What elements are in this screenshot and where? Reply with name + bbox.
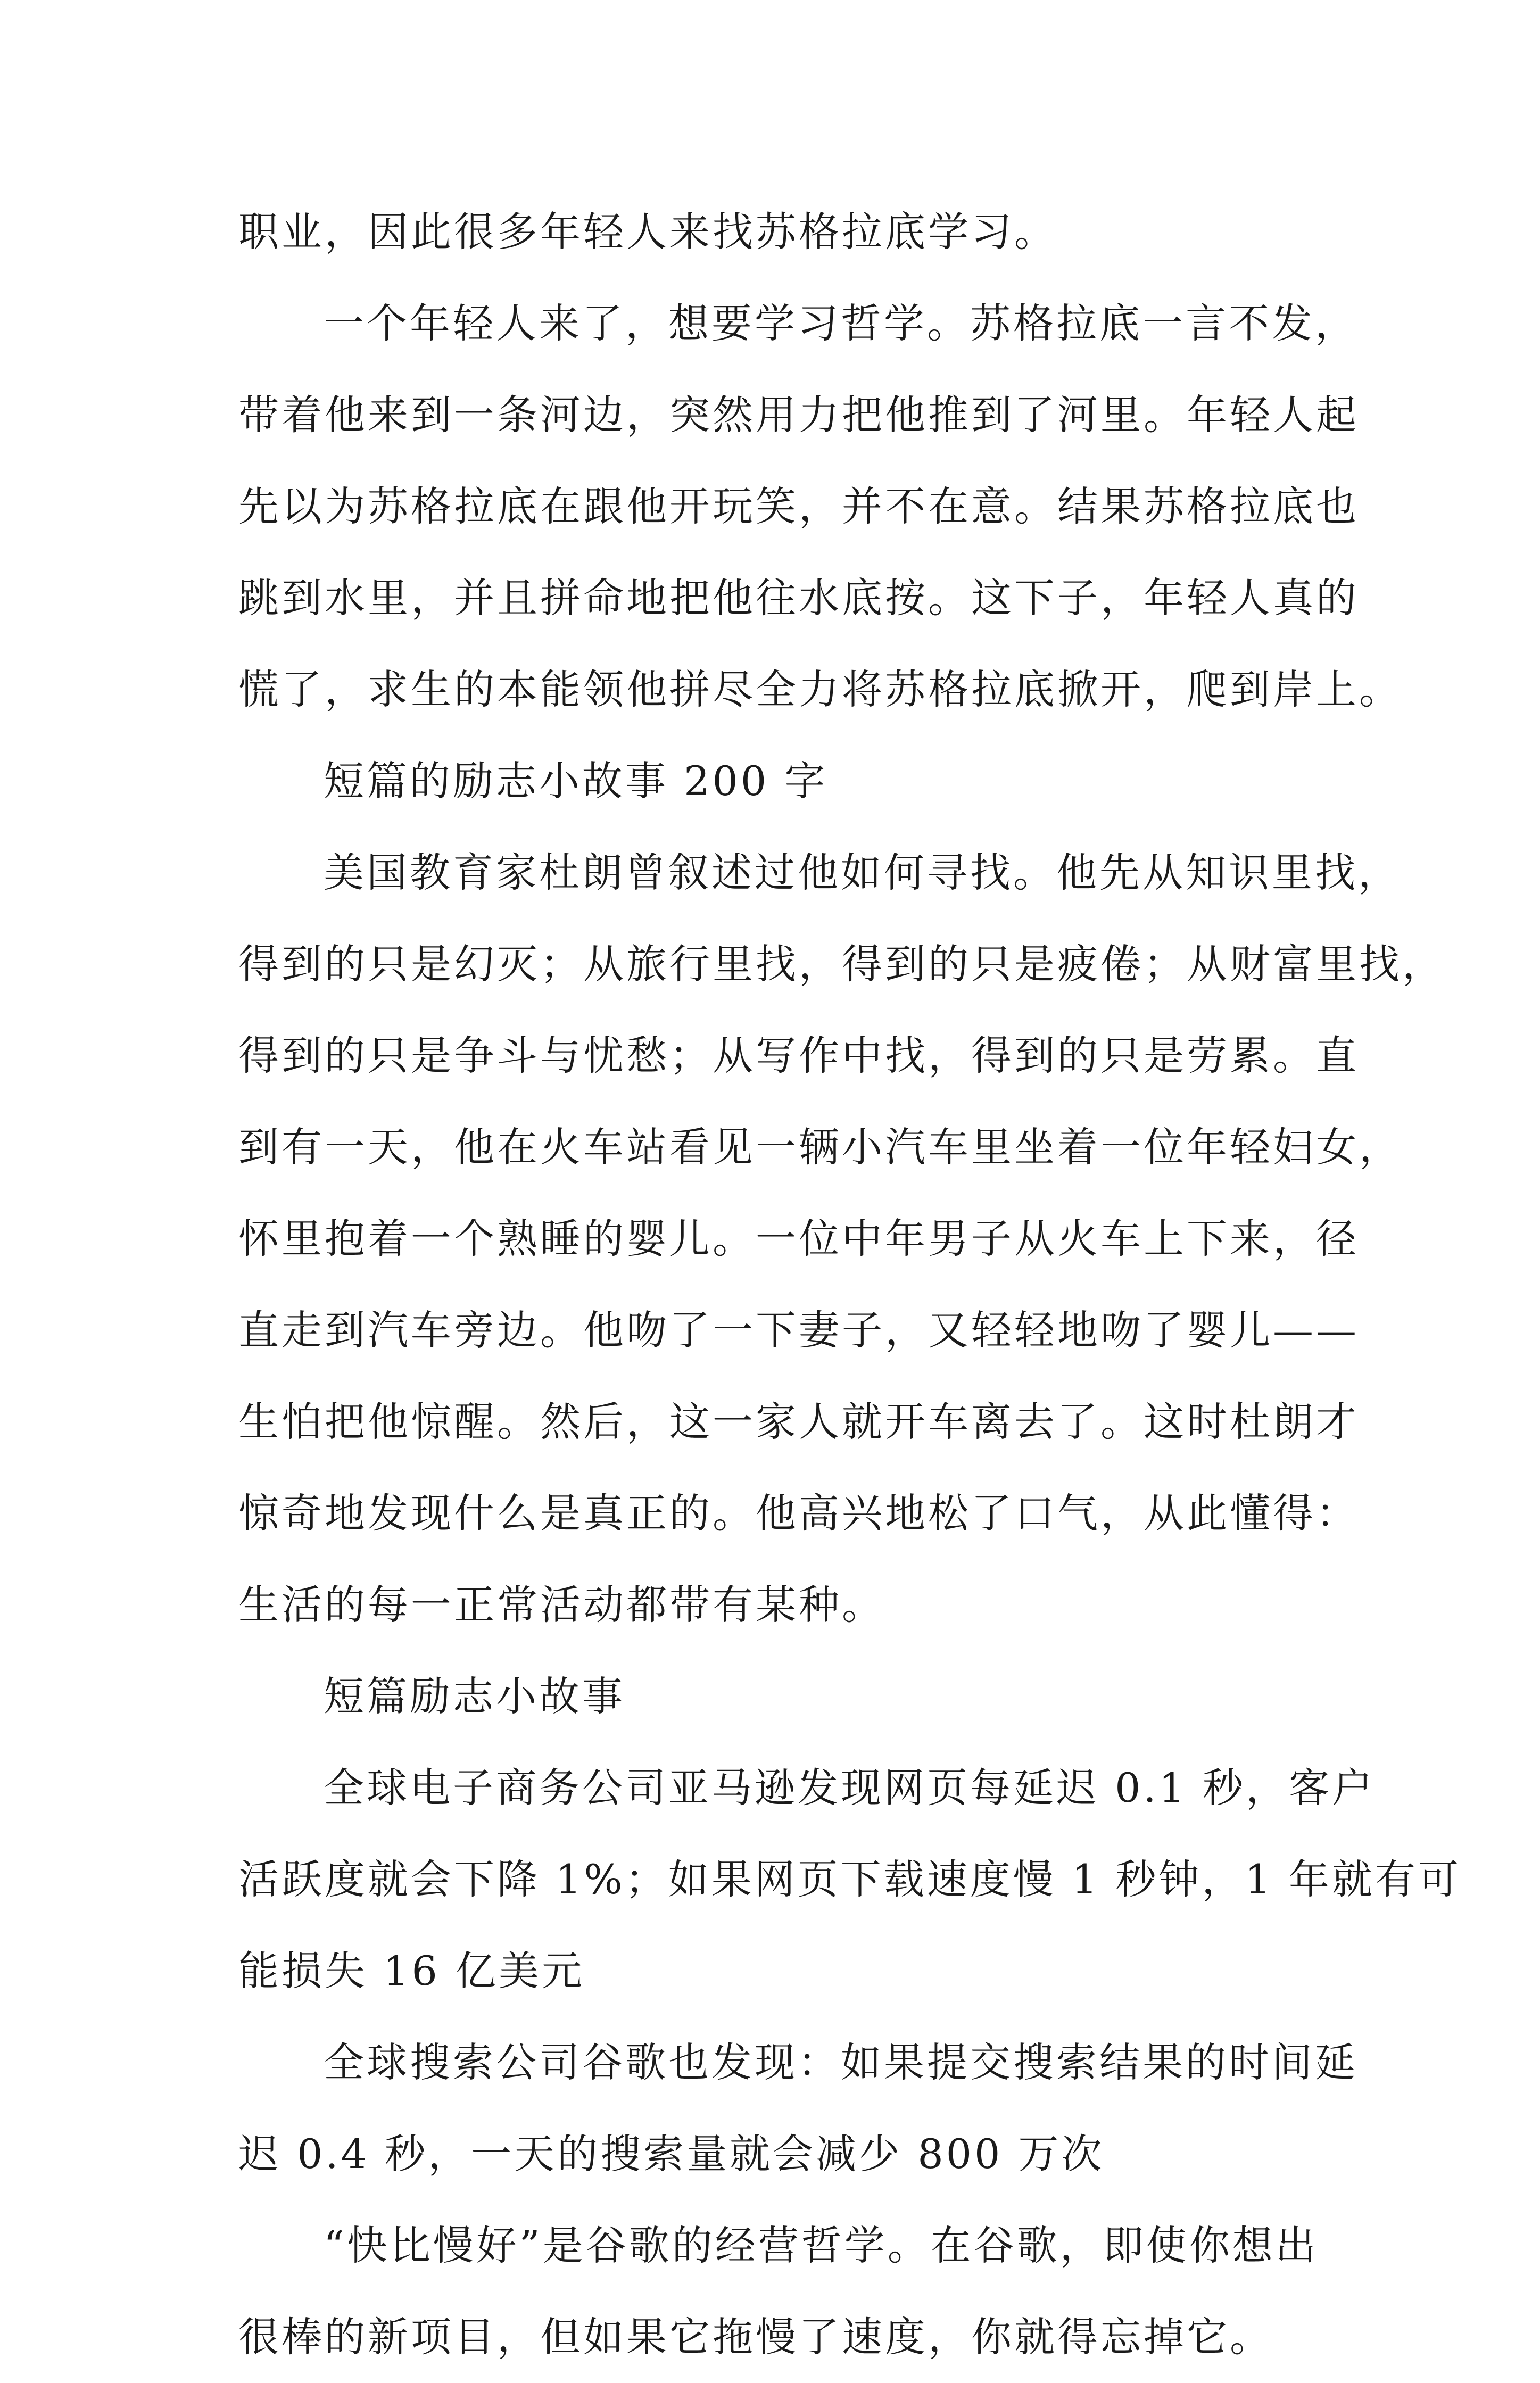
text-line: 惊奇地发现什么是真正的。他高兴地松了口气，从此懂得： xyxy=(238,1490,1359,1537)
section-heading: 短篇励志小故事 xyxy=(324,1673,625,1720)
paragraph-first-line: 一个年轻人来了，想要学习哲学。苏格拉底一言不发， xyxy=(324,300,1358,347)
text-line: 迟 0.4 秒，一天的搜索量就会减少 800 万次 xyxy=(238,2130,1105,2178)
text-line: 得到的只是幻灭；从旅行里找，得到的只是疲倦；从财富里找， xyxy=(238,940,1445,988)
text-line: 跳到水里，并且拼命地把他往水底按。这下子，年轻人真的 xyxy=(238,574,1359,622)
text-line: 生活的每一正常活动都带有某种。 xyxy=(238,1581,885,1628)
text-line: 生怕把他惊醒。然后，这一家人就开车离去了。这时杜朗才 xyxy=(238,1398,1359,1445)
text-line: 怀里抱着一个熟睡的婴儿。一位中年男子从火车上下来，径 xyxy=(238,1215,1359,1262)
document-body xyxy=(238,186,1461,2383)
text-line: 很棒的新项目，但如果它拖慢了速度，你就得忘掉它。 xyxy=(238,2313,1273,2361)
text-line: 先以为苏格拉底在跟他开玩笑，并不在意。结果苏格拉底也 xyxy=(238,483,1359,530)
section-heading: 短篇的励志小故事 200 字 xyxy=(324,757,828,805)
paragraph-first-line: “快比慢好”是谷歌的经营哲学。在谷歌，即使你想出 xyxy=(324,2222,1319,2269)
paragraph-first-line: 美国教育家杜朗曾叙述过他如何寻找。他先从知识里找， xyxy=(324,849,1401,896)
text-line: 职业，因此很多年轻人来找苏格拉底学习。 xyxy=(238,208,1057,255)
text-line: 得到的只是争斗与忧愁；从写作中找，得到的只是劳累。直 xyxy=(238,1032,1359,1079)
text-line: 直走到汽车旁边。他吻了一下妻子，又轻轻地吻了婴儿—— xyxy=(238,1306,1359,1354)
text-line: 慌了，求生的本能领他拼尽全力将苏格拉底掀开，爬到岸上。 xyxy=(238,666,1402,713)
text-line: 到有一天，他在火车站看见一辆小汽车里坐着一位年轻妇女， xyxy=(238,1123,1402,1171)
text-line: 能损失 16 亿美元 xyxy=(238,1947,585,1995)
text-line: 活跃度就会下降 1%；如果网页下载速度慢 1 秒钟，1 年就有可 xyxy=(238,1856,1461,1903)
text-line: 带着他来到一条河边，突然用力把他推到了河里。年轻人起 xyxy=(238,391,1359,438)
paragraph-first-line: 全球搜索公司谷歌也发现：如果提交搜索结果的时间延 xyxy=(324,2039,1358,2086)
paragraph-first-line: 全球电子商务公司亚马逊发现网页每延迟 0.1 秒，客户 xyxy=(324,1764,1376,1811)
